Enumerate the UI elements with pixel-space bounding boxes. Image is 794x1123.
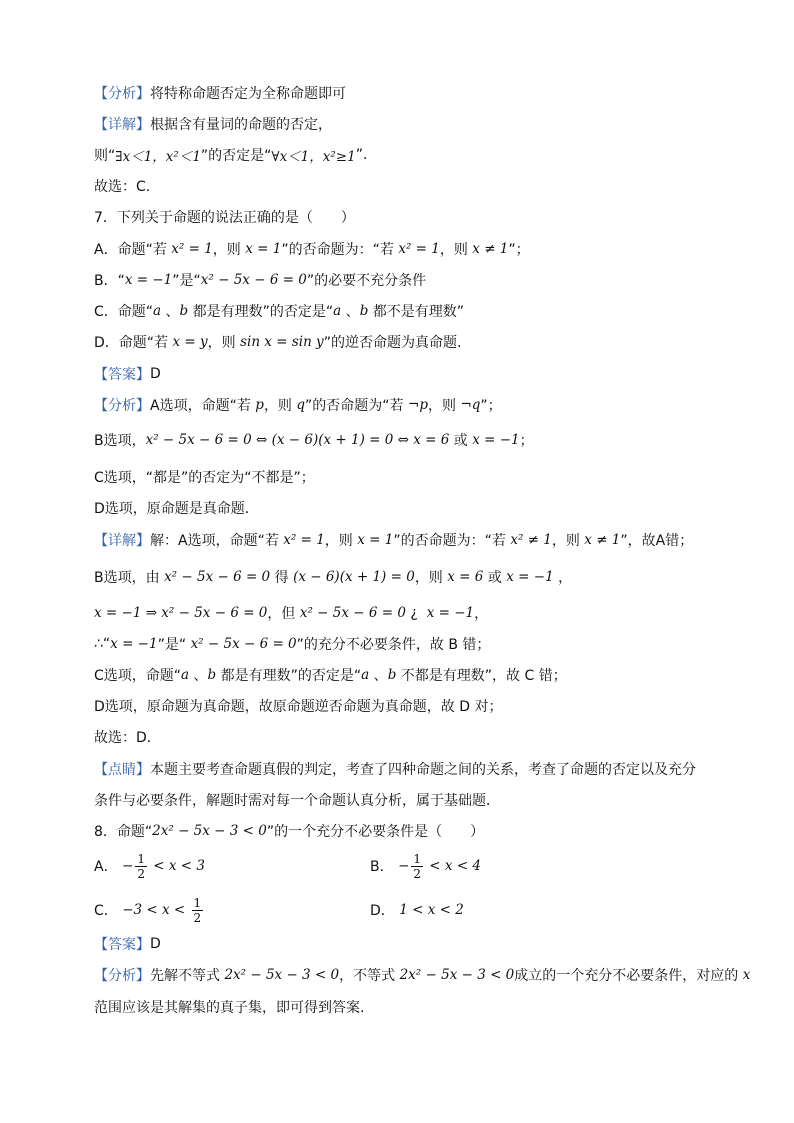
math-expr: 2x² − 5x − 3 < 0 xyxy=(152,823,267,839)
math-expr: x = −1 xyxy=(124,272,173,288)
fraction-numerator: 1 xyxy=(193,895,202,910)
math-expr: − xyxy=(122,858,134,874)
text-run: 成立的一个充分不必要条件，对应的 xyxy=(514,968,743,984)
text-run: C选项，“都是”的否定为“不都是”； xyxy=(94,470,315,486)
text-run: 故选：D． xyxy=(94,730,161,746)
text-run: D． xyxy=(370,903,400,919)
answer-options-row xyxy=(94,893,734,927)
text-run: ，则 xyxy=(439,242,473,258)
text-run: 都不是有理数” xyxy=(368,304,465,320)
section-label: 【点睛】 xyxy=(94,762,150,778)
text-run: ， xyxy=(553,570,573,586)
line-content xyxy=(94,270,426,290)
text-run: B选项， xyxy=(94,433,146,449)
text-line xyxy=(94,232,734,266)
fraction-denominator: 2 xyxy=(137,866,145,881)
math-expr: x² ≠ 1 xyxy=(510,532,552,548)
section-label: 【答案】 xyxy=(94,937,150,953)
text-run: ，则 xyxy=(414,570,448,586)
text-run: 7．下列关于命题的说法正确的是（ ） xyxy=(94,210,355,226)
text-run: 8．命题“ xyxy=(94,824,153,840)
text-run: B．“ xyxy=(94,273,125,289)
line-content xyxy=(94,145,367,165)
text-line xyxy=(94,783,734,817)
math-expr: x = −1 xyxy=(110,636,158,652)
text-run: ∴“ xyxy=(94,636,111,652)
math-expr: a xyxy=(181,667,190,683)
text-run: 都是有理数”的否定是“ xyxy=(188,304,334,320)
text-run: ，则 xyxy=(263,398,297,414)
line-content xyxy=(94,114,332,134)
math-expr: x = 6 xyxy=(447,569,484,585)
text-line xyxy=(94,658,734,692)
math-expr: sin x = sin y xyxy=(240,334,324,350)
section-label: 【详解】 xyxy=(94,117,150,133)
line-content xyxy=(94,498,259,518)
text-run: C． xyxy=(94,903,123,919)
option-left xyxy=(94,896,205,925)
line-content xyxy=(94,934,161,954)
text-line xyxy=(94,423,734,457)
text-line xyxy=(94,560,734,594)
text-run: A． xyxy=(94,859,123,875)
line-content xyxy=(94,430,534,450)
math-expr: p xyxy=(255,397,264,413)
text-line xyxy=(94,263,734,297)
math-expr: < x < 3 xyxy=(148,858,205,874)
text-run: B选项，由 xyxy=(94,570,165,586)
text-line xyxy=(94,523,734,557)
line-content xyxy=(94,239,530,259)
option-left xyxy=(94,852,205,881)
math-expr: x = −1 xyxy=(426,605,475,621)
text-run: 则“ xyxy=(94,148,116,164)
text-run: D．命题“若 xyxy=(94,335,173,351)
line-content xyxy=(94,83,346,103)
line-content xyxy=(94,530,693,550)
text-run: ； xyxy=(519,433,534,449)
text-run: 本题主要考查命题真假的判定，考查了四种命题之间的关系，考查了命题的否定以及充分 xyxy=(150,762,696,778)
text-run: C．命题“ xyxy=(94,304,154,320)
text-run: ，不等式 xyxy=(339,968,400,984)
text-run: 或 xyxy=(449,433,473,449)
text-run: ¿ xyxy=(405,605,427,621)
fraction xyxy=(135,852,147,881)
text-run: 不都是有理数”，故 C 错； xyxy=(396,668,567,684)
text-run: D选项，原命题为真命题，故原命题逆否命题为真命题，故 D 对； xyxy=(94,699,503,715)
text-run: 或 xyxy=(483,570,507,586)
text-run: ，但 xyxy=(267,606,300,622)
math-expr: b xyxy=(359,303,369,319)
fraction-numerator: 1 xyxy=(137,851,145,866)
math-expr: (x − 6)(x + 1) = 0 xyxy=(293,569,415,585)
math-expr: x ≠ 1 xyxy=(472,241,509,257)
option-right xyxy=(370,849,481,883)
text-line xyxy=(94,990,734,1024)
text-line xyxy=(94,752,734,786)
math-expr: ¬q xyxy=(460,397,481,413)
line-content xyxy=(94,821,484,841)
text-line xyxy=(94,927,734,961)
fraction xyxy=(411,852,423,881)
answer-options-row xyxy=(94,849,734,883)
line-content xyxy=(94,727,161,747)
text-run: ”； xyxy=(480,398,502,414)
section-label: 【分析】 xyxy=(94,398,150,414)
line-content xyxy=(94,634,490,654)
text-run: ”是“ xyxy=(172,273,201,289)
line-content xyxy=(94,567,572,587)
text-line xyxy=(94,814,734,848)
math-expr: − xyxy=(398,858,410,874)
text-run: ”的逆否命题为真命题. xyxy=(323,335,462,351)
math-expr: x² − 5x − 6 = 0 xyxy=(299,605,406,621)
fraction xyxy=(192,896,204,925)
text-run: B． xyxy=(370,859,399,875)
text-run: ”. xyxy=(355,147,368,163)
math-expr: x = −1 ⇒ x² − 5x − 6 = 0 xyxy=(94,605,268,621)
line-content xyxy=(94,301,464,321)
line-content xyxy=(94,395,502,415)
math-expr: x ≠ 1 xyxy=(584,532,621,548)
text-run: 都是有理数”的否定是“ xyxy=(216,668,362,684)
math-expr: b xyxy=(179,303,189,319)
text-run: 、 xyxy=(189,668,208,684)
fraction-denominator: 2 xyxy=(193,910,202,925)
line-content xyxy=(94,332,461,352)
math-expr: x = −1 xyxy=(506,569,554,585)
text-run: A．命题“若 xyxy=(94,242,172,258)
text-line xyxy=(94,76,734,110)
math-expr: ¬p xyxy=(408,397,428,413)
text-line xyxy=(94,491,734,525)
math-expr: x² − 5x − 6 = 0 xyxy=(200,272,307,288)
fraction-numerator: 1 xyxy=(413,851,422,866)
math-expr: 2x² − 5x − 3 < 0 xyxy=(399,967,515,983)
text-run: ”的充分不必要条件，故 B 错； xyxy=(296,637,491,653)
line-content xyxy=(94,603,488,623)
text-line xyxy=(94,138,734,172)
text-line xyxy=(94,169,734,203)
math-expr: < x < 4 xyxy=(425,858,482,874)
text-run: ”的否命题为“若 xyxy=(305,398,409,414)
text-line xyxy=(94,627,734,661)
line-content xyxy=(94,965,750,985)
text-line xyxy=(94,388,734,422)
line-content xyxy=(94,696,502,716)
math-expr: x xyxy=(742,967,751,983)
text-run: 、 xyxy=(341,304,360,320)
math-expr: x = y xyxy=(172,334,208,350)
text-run: 、 xyxy=(161,304,180,320)
text-run: 得 xyxy=(270,570,294,586)
math-expr: x = −1 xyxy=(472,432,520,448)
line-content xyxy=(94,467,315,487)
text-run: 范围应该是其解集的真子集，即可得到答案. xyxy=(94,1000,365,1016)
text-line xyxy=(94,294,734,328)
math-expr: x² − 5x − 6 = 0 ⇔ (x − 6)(x + 1) = 0 ⇔ x = 6 xyxy=(145,432,450,448)
text-run: ，则 xyxy=(212,242,246,258)
text-line xyxy=(94,107,734,141)
text-line xyxy=(94,325,734,359)
text-run: A选项，命题“若 xyxy=(150,398,256,414)
text-run: 条件与必要条件，解题时需对每一个命题认真分析，属于基础题． xyxy=(94,793,500,809)
text-run: 将特称命题否定为全称命题即可 xyxy=(150,86,346,102)
text-line xyxy=(94,596,734,630)
line-content xyxy=(94,207,355,227)
text-run: 解：A选项，命题“若 xyxy=(150,533,284,549)
text-run: ”的必要不充分条件 xyxy=(306,273,427,289)
text-run: 故选：C. xyxy=(94,179,151,195)
text-line xyxy=(94,689,734,723)
section-label: 【分析】 xyxy=(94,968,150,984)
math-expr: a xyxy=(361,667,370,683)
text-run: ”的一个充分不必要条件是（ ） xyxy=(266,824,485,840)
line-content xyxy=(94,665,567,685)
line-content xyxy=(94,176,150,196)
math-expr: 2x² − 5x − 3 < 0 xyxy=(224,967,340,983)
text-run: ，则 xyxy=(324,533,358,549)
text-run: ”的否命题为：“若 xyxy=(393,533,511,549)
math-expr: x = 1 xyxy=(357,532,394,548)
fraction-denominator: 2 xyxy=(413,866,422,881)
math-expr: b xyxy=(207,667,217,683)
option-right xyxy=(370,893,464,927)
text-run: ”，故A错； xyxy=(620,533,694,549)
text-run: C选项，命题“ xyxy=(94,668,182,684)
line-content xyxy=(94,790,500,810)
math-expr: x² = 1 xyxy=(398,241,440,257)
math-expr: a xyxy=(333,303,342,319)
section-label: 【详解】 xyxy=(94,533,150,549)
text-run: ，则 xyxy=(207,335,241,351)
math-expr: a xyxy=(153,303,162,319)
text-run: ”的否命题为：“若 xyxy=(281,242,399,258)
line-content xyxy=(94,759,696,779)
math-expr: ∃x＜1，x²＜1 xyxy=(115,149,201,165)
text-line xyxy=(94,200,734,234)
text-run: ，则 xyxy=(427,398,461,414)
line-content xyxy=(94,364,161,384)
text-run: D xyxy=(150,936,161,952)
text-run: ， xyxy=(474,606,489,622)
text-line xyxy=(94,357,734,391)
text-run: 先解不等式 xyxy=(150,968,225,984)
text-run: 根据含有量词的命题的否定， xyxy=(150,117,332,133)
math-expr: x² = 1 xyxy=(283,532,325,548)
text-run: D xyxy=(150,366,161,382)
math-expr: −3 < x < xyxy=(122,902,190,918)
math-expr: ∀x＜1，x²≥1 xyxy=(271,149,356,165)
section-label: 【分析】 xyxy=(94,86,150,102)
section-label: 【答案】 xyxy=(94,367,150,383)
text-run: ”是“ xyxy=(157,637,191,653)
line-content xyxy=(94,997,364,1017)
text-line xyxy=(94,460,734,494)
text-line xyxy=(94,720,734,754)
text-run: D选项，原命题是真命题． xyxy=(94,501,259,517)
math-expr: b xyxy=(387,667,397,683)
text-run: ”的否定是“ xyxy=(200,148,272,164)
text-run: ，则 xyxy=(551,533,585,549)
text-run: 、 xyxy=(369,668,388,684)
math-expr: x = 1 xyxy=(245,241,282,257)
math-expr: x² − 5x − 6 = 0 xyxy=(190,636,297,652)
math-expr: x² − 5x − 6 = 0 xyxy=(164,569,271,585)
math-expr: 1 < x < 2 xyxy=(399,902,464,918)
text-run: ”； xyxy=(508,242,530,258)
text-line xyxy=(94,958,751,992)
math-expr: q xyxy=(296,397,306,413)
math-expr: x² = 1 xyxy=(171,241,213,257)
